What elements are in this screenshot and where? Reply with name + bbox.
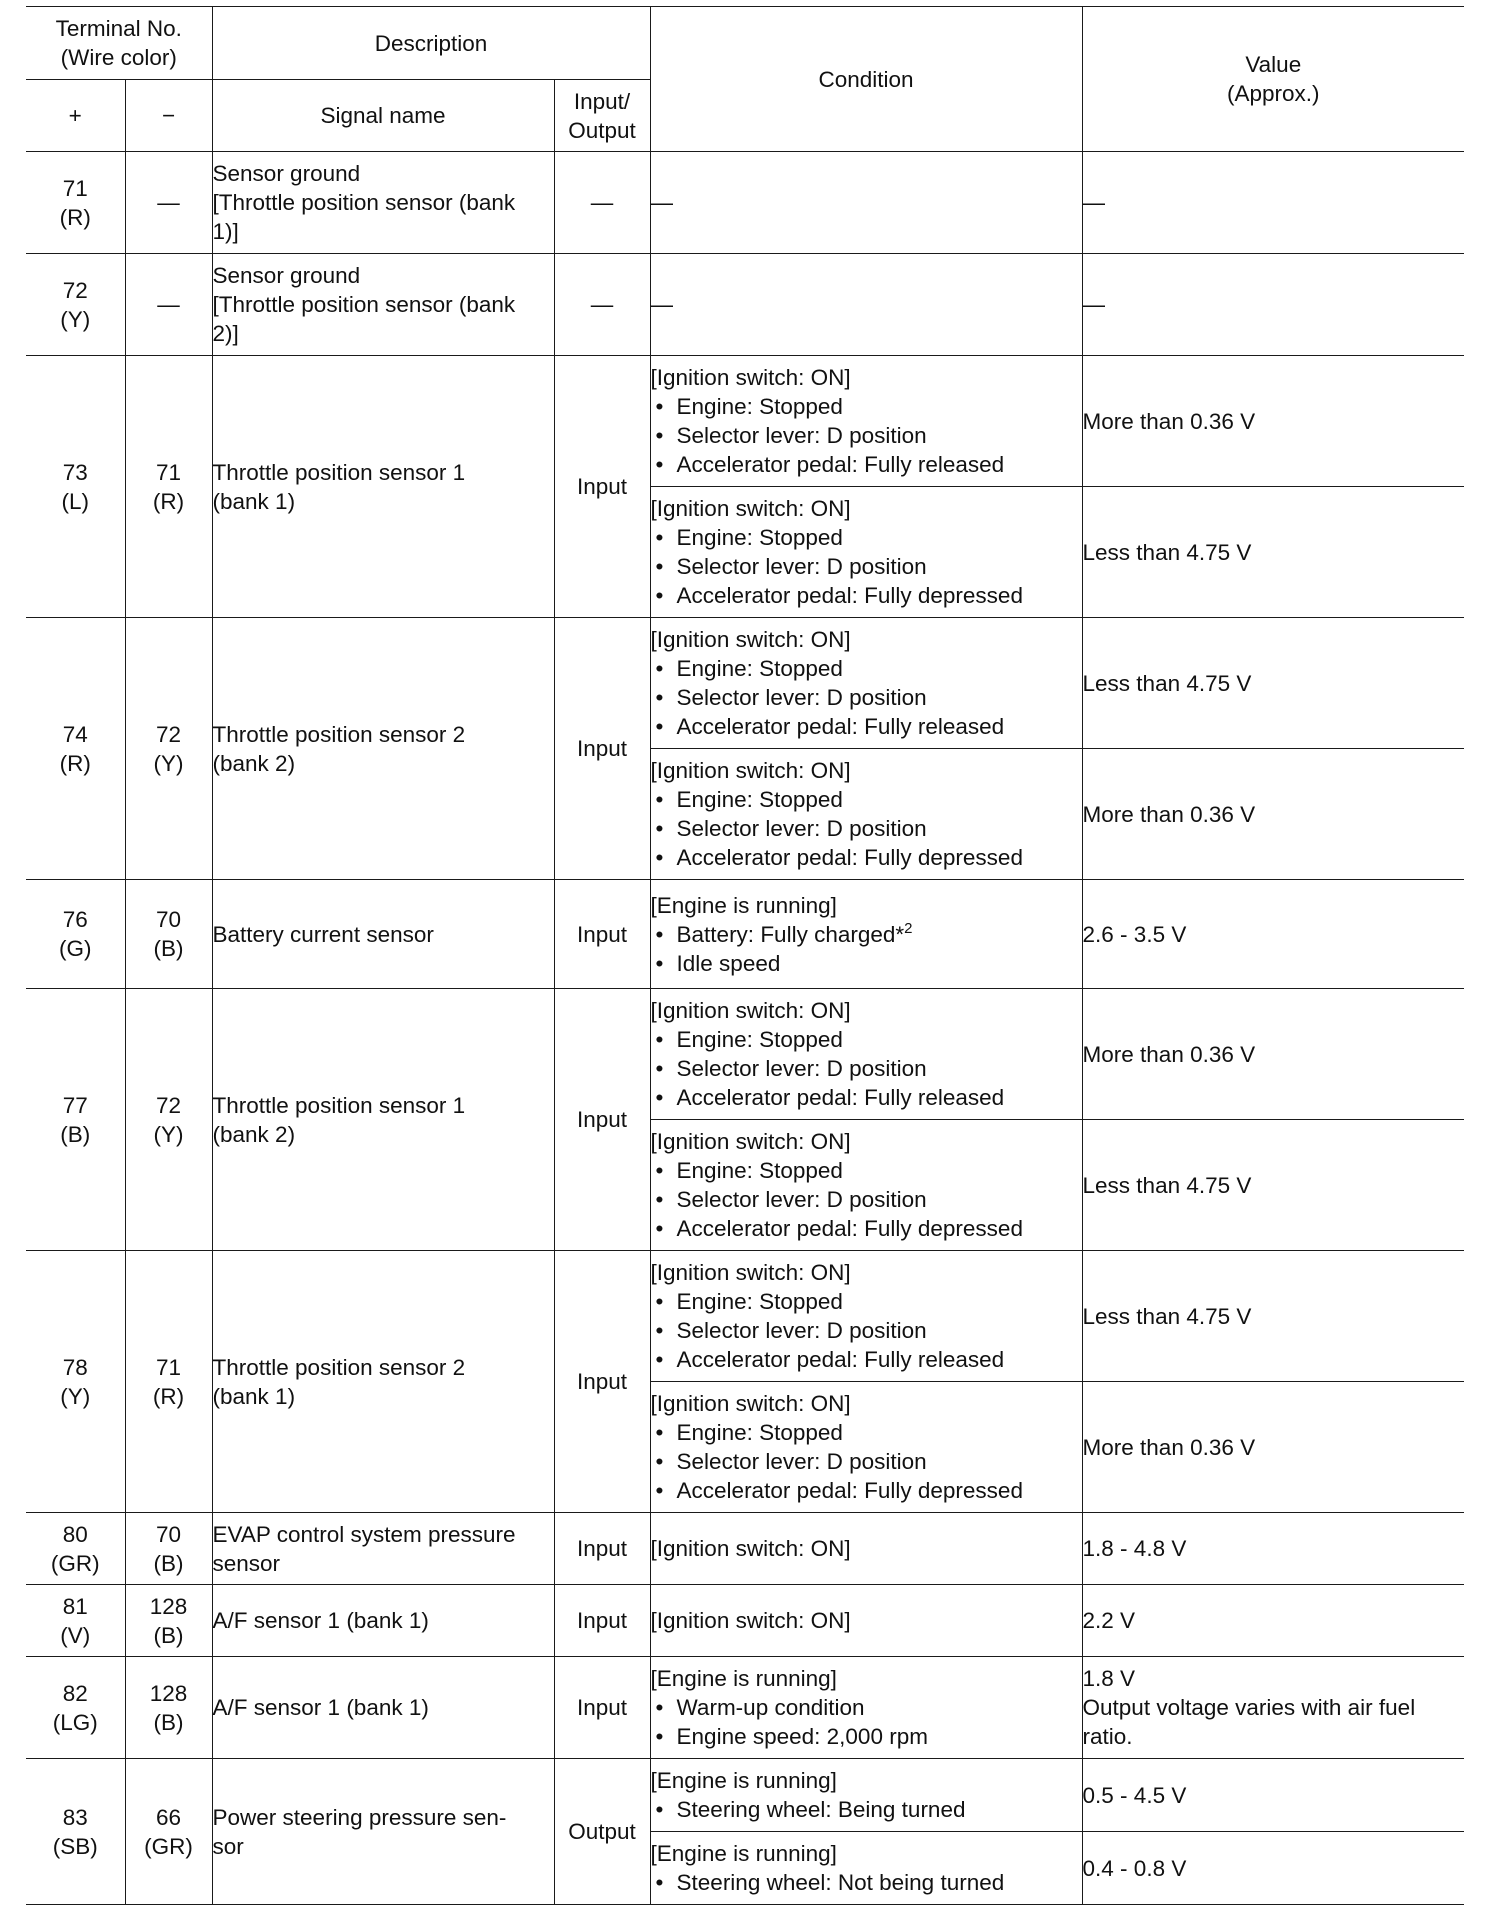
signal-name-line: 1)]: [212, 219, 239, 244]
value-line: Less than 4.75 V: [1082, 670, 1252, 696]
value-line: Less than 4.75 V: [1082, 1303, 1252, 1329]
signal-name-line: Throttle position sensor 1: [212, 459, 466, 485]
condition-bullet: • Accelerator pedal: Fully depressed: [651, 1476, 1082, 1505]
condition-bullet: • Accelerator pedal: Fully released: [651, 1083, 1082, 1112]
condition-bullet: • Selector lever: D position: [651, 421, 1082, 450]
condition-bullet: • Steering wheel: Being turned: [651, 1795, 1082, 1824]
signal-name-cell: [212, 1251, 554, 1513]
input-output-value: Input: [577, 921, 628, 947]
minus-terminal: —: [157, 190, 180, 215]
condition-cell: [650, 1513, 1082, 1585]
minus-terminal-cell: [125, 152, 212, 254]
signal-name-cell: [212, 1759, 554, 1905]
plus-wire-color: (G): [59, 936, 92, 961]
condition-heading: [Ignition switch: ON]: [650, 1260, 851, 1285]
condition-bullet: • Accelerator pedal: Fully released: [651, 1345, 1082, 1374]
value-line: More than 0.36 V: [1082, 1434, 1256, 1460]
plus-terminal: 76: [62, 907, 88, 932]
condition-bullet: • Selector lever: D position: [651, 1447, 1082, 1476]
minus-wire-color: (Y): [153, 1121, 184, 1147]
plus-terminal-cell: [26, 1513, 125, 1585]
minus-wire-color: (B): [153, 1550, 184, 1576]
plus-wire-color: (LG): [52, 1709, 98, 1735]
value-cell: [1082, 254, 1464, 356]
signal-name-cell: [212, 880, 554, 989]
input-output-value: Input: [577, 1369, 628, 1394]
condition-bullet: • Engine: Stopped: [651, 1025, 1082, 1054]
input-output-value: —: [590, 190, 614, 215]
value-line: Less than 4.75 V: [1082, 1172, 1252, 1198]
table-row: [26, 1585, 1464, 1657]
signal-name-cell: [212, 1585, 554, 1657]
value-line: —: [1082, 190, 1106, 215]
terminal-no-header: Terminal No. (Wire color): [26, 7, 212, 80]
signal-name-line: A/F sensor 1 (bank 1): [212, 1608, 429, 1633]
condition-heading: [Engine is running]: [650, 1841, 837, 1866]
plus-terminal-cell: [26, 1657, 125, 1759]
plus-terminal-cell: [26, 880, 125, 989]
value-line: 1.8 - 4.8 V: [1082, 1536, 1187, 1561]
table-row: [26, 1657, 1464, 1759]
table-header: [26, 7, 1464, 152]
plus-wire-color: (GR): [50, 1550, 100, 1576]
plus-terminal-cell: [26, 152, 125, 254]
plus-terminal: 72: [62, 277, 88, 303]
plus-terminal: 82: [62, 1680, 88, 1706]
condition-bullet: • Engine: Stopped: [651, 1418, 1082, 1447]
value-line: 1.8 V: [1082, 1666, 1136, 1691]
minus-wire-color: (B): [153, 936, 184, 961]
value-header: Value (Approx.): [1082, 7, 1464, 152]
plus-wire-color: (B): [60, 1121, 91, 1147]
input-output-cell: [554, 356, 650, 618]
table-row: [26, 254, 1464, 356]
signal-name-line: (bank 2): [212, 1121, 296, 1147]
signal-name-line: Power steering pressure sen-: [212, 1804, 507, 1830]
minus-wire-color: (GR): [144, 1833, 193, 1859]
minus-terminal-cell: [125, 618, 212, 880]
value-line: More than 0.36 V: [1082, 801, 1256, 827]
condition-cell: [650, 618, 1082, 749]
signal-name-line: Throttle position sensor 2: [212, 1354, 466, 1380]
value-cell: [1082, 989, 1464, 1120]
minus-terminal-cell: [125, 1585, 212, 1657]
condition-cell: [650, 1251, 1082, 1382]
value-line: More than 0.36 V: [1082, 408, 1256, 434]
condition-bullet: • Battery: Fully charged*$^2$: [651, 920, 1082, 949]
terminal-table: [26, 6, 1464, 1905]
condition-bullet: • Selector lever: D position: [651, 1185, 1082, 1214]
plus-terminal-cell: [26, 1759, 125, 1905]
value-cell: [1082, 1251, 1464, 1382]
condition-bullet: • Engine: Stopped: [651, 1156, 1082, 1185]
condition-cell: [650, 1657, 1082, 1759]
plus-terminal: 83: [62, 1804, 88, 1830]
input-output-value: Input: [577, 736, 628, 761]
condition-bullet: • Selector lever: D position: [651, 1316, 1082, 1345]
value-cell: [1082, 487, 1464, 618]
minus-terminal: 66: [155, 1804, 182, 1830]
plus-wire-color: (R): [59, 204, 91, 230]
plus-terminal-cell: [26, 989, 125, 1251]
signal-name-line: EVAP control system pressure: [212, 1521, 516, 1547]
signal-name-line: [Throttle position sensor (bank: [212, 190, 516, 215]
plus-wire-color: (SB): [52, 1833, 98, 1859]
condition-bullet: • Accelerator pedal: Fully depressed: [651, 581, 1082, 610]
table-row: [26, 1251, 1464, 1382]
condition-bullet: • Selector lever: D position: [651, 683, 1082, 712]
plus-terminal: 80: [62, 1521, 88, 1547]
signal-name-cell: [212, 356, 554, 618]
minus-terminal-cell: [125, 1513, 212, 1585]
condition-bullet: • Accelerator pedal: Fully released: [651, 712, 1082, 741]
condition-bullet: • Engine speed: 2,000 rpm: [651, 1722, 1082, 1751]
condition-bullet: • Selector lever: D position: [651, 552, 1082, 581]
plus-terminal: 74: [62, 721, 88, 747]
signal-name-line: sensor: [212, 1550, 281, 1576]
signal-name-line: sor: [212, 1833, 244, 1859]
input-output-cell: [554, 1657, 650, 1759]
value-cell: [1082, 880, 1464, 989]
signal-name-line: Battery current sensor: [212, 921, 434, 947]
plus-wire-color: (V): [60, 1622, 91, 1648]
value-cell: [1082, 1382, 1464, 1513]
signal-name-header: Signal name: [212, 80, 554, 152]
signal-name-line: (bank 1): [212, 488, 296, 514]
condition-bullet: • Steering wheel: Not being turned: [651, 1868, 1082, 1897]
minus-wire-color: (Y): [153, 750, 184, 776]
minus-terminal-cell: [125, 1251, 212, 1513]
table-row: [26, 152, 1464, 254]
condition-heading: —: [650, 190, 674, 215]
value-cell: [1082, 749, 1464, 880]
signal-name-line: 2)]: [212, 321, 239, 346]
minus-terminal: 128: [149, 1593, 188, 1619]
condition-heading: [Ignition switch: ON]: [650, 998, 851, 1023]
condition-bullet: • Engine: Stopped: [651, 785, 1082, 814]
minus-terminal-cell: [125, 880, 212, 989]
input-output-header: Input/ Output: [554, 80, 650, 152]
input-output-cell: [554, 1251, 650, 1513]
value-cell: [1082, 1513, 1464, 1585]
signal-name-line: Throttle position sensor 2: [212, 721, 466, 747]
value-cell: [1082, 1585, 1464, 1657]
condition-header: Condition: [650, 7, 1082, 152]
table-body: [26, 152, 1464, 1905]
condition-heading: [Engine is running]: [650, 1768, 837, 1793]
condition-bullet: • Engine: Stopped: [651, 654, 1082, 683]
condition-cell: [650, 1120, 1082, 1251]
input-output-cell: [554, 1585, 650, 1657]
value-cell: [1082, 618, 1464, 749]
value-cell: [1082, 1832, 1464, 1905]
minus-terminal: 71: [155, 459, 182, 485]
plus-terminal: 71: [62, 175, 88, 201]
condition-cell: [650, 1382, 1082, 1513]
table-row: [26, 989, 1464, 1120]
signal-name-line: Throttle position sensor 1: [212, 1092, 466, 1118]
table-row: [26, 1759, 1464, 1832]
value-line: —: [1082, 292, 1106, 317]
minus-wire-color: (R): [152, 488, 185, 514]
plus-terminal: 73: [62, 459, 88, 485]
input-output-value: Output: [568, 1819, 636, 1844]
minus-terminal: —: [157, 292, 180, 317]
value-cell: [1082, 1759, 1464, 1832]
value-cell: [1082, 1120, 1464, 1251]
minus-wire-color: (B): [153, 1622, 184, 1648]
condition-heading: [Ignition switch: ON]: [650, 1129, 851, 1154]
plus-terminal-cell: [26, 254, 125, 356]
condition-cell: [650, 152, 1082, 254]
condition-heading: —: [650, 292, 674, 317]
signal-name-line: A/F sensor 1 (bank 1): [212, 1695, 429, 1720]
signal-name-line: Sensor ground: [212, 263, 361, 288]
signal-name-cell: [212, 152, 554, 254]
signal-name-cell: [212, 1513, 554, 1585]
plus-terminal: 81: [62, 1593, 88, 1619]
plus-wire-color: (R): [59, 750, 91, 776]
signal-name-cell: [212, 989, 554, 1251]
condition-cell: [650, 254, 1082, 356]
input-output-value: Input: [577, 1695, 628, 1720]
minus-terminal-cell: [125, 1657, 212, 1759]
table-row: [26, 1513, 1464, 1585]
value-line: 2.6 - 3.5 V: [1082, 921, 1187, 947]
condition-bullet: • Idle speed: [651, 949, 1082, 978]
condition-heading: [Ignition switch: ON]: [650, 365, 851, 390]
condition-heading: [Engine is running]: [650, 1666, 837, 1691]
signal-name-cell: [212, 1657, 554, 1759]
condition-cell: [650, 880, 1082, 989]
condition-bullet: • Accelerator pedal: Fully depressed: [651, 843, 1082, 872]
condition-bullet: • Accelerator pedal: Fully released: [651, 450, 1082, 479]
input-output-cell: [554, 254, 650, 356]
condition-bullet: • Engine: Stopped: [651, 1287, 1082, 1316]
condition-bullet: • Accelerator pedal: Fully depressed: [651, 1214, 1082, 1243]
condition-heading: [Ignition switch: ON]: [650, 1608, 851, 1633]
minus-terminal-cell: [125, 254, 212, 356]
minus-terminal: 71: [155, 1354, 182, 1380]
minus-wire-color: (R): [152, 1383, 185, 1409]
condition-heading: [Ignition switch: ON]: [650, 496, 851, 521]
condition-cell: [650, 356, 1082, 487]
input-output-cell: [554, 618, 650, 880]
condition-heading: [Ignition switch: ON]: [650, 758, 851, 783]
input-output-cell: [554, 1759, 650, 1905]
condition-cell: [650, 1832, 1082, 1905]
minus-wire-color: (B): [153, 1709, 184, 1735]
value-line: Less than 4.75 V: [1082, 539, 1252, 565]
input-output-value: Input: [577, 1536, 628, 1561]
signal-name-line: (bank 1): [212, 1383, 296, 1409]
plus-wire-color: (L): [61, 488, 89, 514]
plus-terminal: 77: [62, 1092, 88, 1118]
plus-wire-color: (Y): [60, 306, 91, 332]
minus-terminal: 128: [149, 1680, 188, 1706]
condition-cell: [650, 487, 1082, 618]
input-output-cell: [554, 989, 650, 1251]
signal-name-cell: [212, 254, 554, 356]
condition-cell: [650, 1585, 1082, 1657]
condition-cell: [650, 989, 1082, 1120]
input-output-cell: [554, 152, 650, 254]
signal-name-line: (bank 2): [212, 750, 296, 776]
signal-name-line: [Throttle position sensor (bank: [212, 292, 516, 317]
value-line: 0.5 - 4.5 V: [1082, 1782, 1187, 1808]
value-line: ratio.: [1082, 1724, 1133, 1749]
input-output-value: Input: [577, 474, 628, 499]
input-output-cell: [554, 880, 650, 989]
condition-bullet: • Engine: Stopped: [651, 392, 1082, 421]
value-line: 0.4 - 0.8 V: [1082, 1855, 1187, 1881]
condition-cell: [650, 1759, 1082, 1832]
value-line: More than 0.36 V: [1082, 1041, 1256, 1067]
table-row: [26, 356, 1464, 487]
plus-terminal-cell: [26, 618, 125, 880]
value-line: 2.2 V: [1082, 1608, 1136, 1633]
minus-terminal: 70: [155, 1521, 182, 1547]
plus-header: +: [26, 80, 125, 152]
plus-wire-color: (Y): [60, 1383, 91, 1409]
input-output-cell: [554, 1513, 650, 1585]
minus-terminal-cell: [125, 356, 212, 618]
input-output-value: —: [590, 292, 614, 317]
condition-heading: [Ignition switch: ON]: [650, 1391, 851, 1416]
plus-terminal-cell: [26, 1585, 125, 1657]
condition-heading: [Ignition switch: ON]: [650, 1536, 851, 1561]
plus-terminal-cell: [26, 1251, 125, 1513]
condition-cell: [650, 749, 1082, 880]
minus-terminal: 70: [155, 907, 182, 932]
footnote-marker: 2: [904, 919, 913, 937]
condition-heading: [Engine is running]: [650, 892, 837, 918]
signal-name-line: Sensor ground: [212, 161, 361, 186]
description-header: Description: [212, 7, 650, 80]
table-row: [26, 880, 1464, 989]
value-cell: [1082, 1657, 1464, 1759]
condition-bullet: • Selector lever: D position: [651, 1054, 1082, 1083]
minus-header: −: [125, 80, 212, 152]
value-line: Output voltage varies with air fuel: [1082, 1695, 1416, 1720]
value-cell: [1082, 152, 1464, 254]
condition-bullet: • Engine: Stopped: [651, 523, 1082, 552]
condition-bullet: • Warm-up condition: [651, 1693, 1082, 1722]
minus-terminal: 72: [155, 1092, 182, 1118]
table-row: [26, 618, 1464, 749]
input-output-value: Input: [577, 1608, 628, 1633]
plus-terminal-cell: [26, 356, 125, 618]
plus-terminal: 78: [62, 1354, 88, 1380]
input-output-value: Input: [577, 1107, 628, 1132]
condition-bullet: • Selector lever: D position: [651, 814, 1082, 843]
condition-heading: [Ignition switch: ON]: [650, 627, 851, 652]
value-cell: [1082, 356, 1464, 487]
signal-name-cell: [212, 618, 554, 880]
minus-terminal-cell: [125, 989, 212, 1251]
minus-terminal-cell: [125, 1759, 212, 1905]
minus-terminal: 72: [155, 721, 182, 747]
